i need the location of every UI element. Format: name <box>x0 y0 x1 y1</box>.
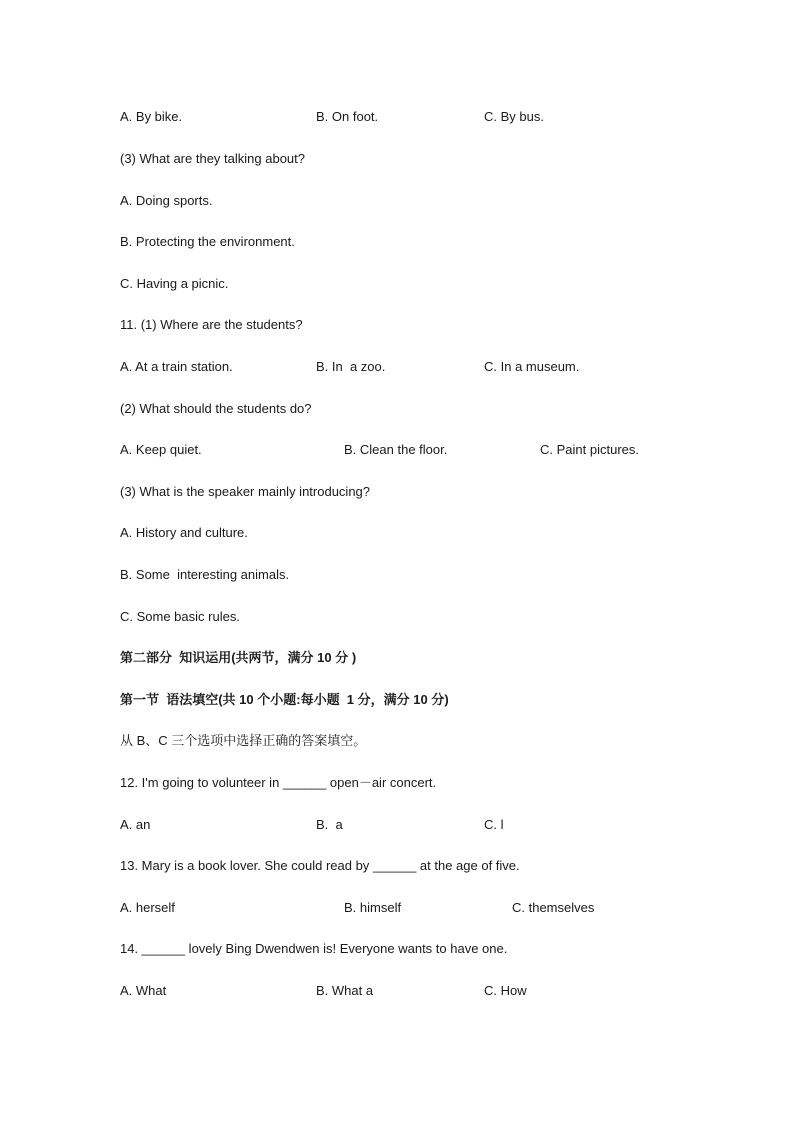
option-c: C. l <box>484 817 504 832</box>
question-text: (2) What should the students do? <box>120 401 312 416</box>
question-text: 11. (1) Where are the students? <box>120 317 303 332</box>
option-c: C. Some basic rules. <box>120 609 240 624</box>
option-b: B. himself <box>344 900 402 915</box>
option-c: C. By bus. <box>484 109 544 124</box>
option-a: A. By bike. <box>120 109 183 124</box>
option-c: C. themselves <box>512 900 595 915</box>
option-a: A. herself <box>120 900 175 915</box>
question-text: 12. I'm going to volunteer in ______ open－air concert. <box>120 775 437 790</box>
question-text: (3) What is the speaker mainly introducing? <box>120 484 371 499</box>
option-c: C. Paint pictures. <box>540 442 639 457</box>
section-heading: 第一节 语法填空(共 10 个小题:每小题 1 分，满分 10 分) <box>120 692 449 707</box>
option-a: A. At a train station. <box>120 359 233 374</box>
instruction-text: 从 B、C 三个选项中选择正确的答案填空。 <box>120 733 367 748</box>
option-c: C. In a museum. <box>484 359 580 374</box>
question-text: 14. ______ lovely Bing Dwendwen is! Everyone wants to have one. <box>120 941 508 956</box>
section-heading: 第二部分 知识运用(共两节，满分 10 分 ) <box>120 650 357 665</box>
option-b: B. In a zoo. <box>316 359 386 374</box>
option-a: A. an <box>120 817 151 832</box>
option-b: B. What a <box>316 983 374 998</box>
option-b: B. Some interesting animals. <box>120 567 290 582</box>
option-b: B. Clean the floor. <box>344 442 448 457</box>
question-text: (3) What are they talking about? <box>120 151 305 166</box>
option-a: A. What <box>120 983 167 998</box>
option-a: A. History and culture. <box>120 525 248 540</box>
option-b: B. On foot. <box>316 109 379 124</box>
option-a: A. Keep quiet. <box>120 442 202 457</box>
option-b: B. Protecting the environment. <box>120 234 295 249</box>
option-b: B. a <box>316 817 343 832</box>
option-c: C. How <box>484 983 527 998</box>
option-c: C. Having a picnic. <box>120 276 229 291</box>
question-text: 13. Mary is a book lover. She could read by ______ at the age of five. <box>120 858 520 873</box>
option-a: A. Doing sports. <box>120 193 213 208</box>
